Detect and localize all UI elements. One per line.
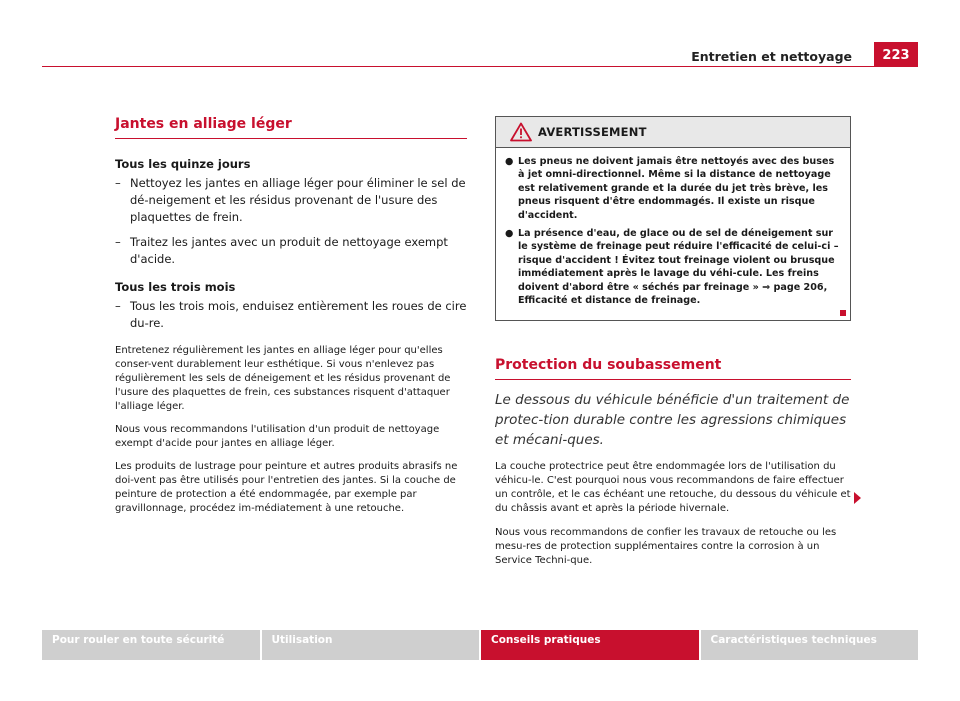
subhead-quinze-jours: Tous les quinze jours <box>115 157 251 171</box>
section-title-jantes: Jantes en alliage léger <box>115 116 467 139</box>
bullet-dot: ● <box>505 156 514 167</box>
dash-bullet: – <box>115 299 121 313</box>
paragraph: Entretenez régulièrement les jantes en alliage léger pour qu'elles conser-vent durablement leur esthétique. Si vous n'enlevez pas régulièrement les sels de déneigement et les résidus provenant de l'usure des plaquettes de frein, ces substances risquent d'attaquer l'alliage léger. <box>115 345 451 412</box>
paragraph: Nous vous recommandons l'utilisation d'un produit de nettoyage exempt d'acide pour jantes en alliage léger. <box>115 424 440 449</box>
list-item-text: Tous les trois mois, enduisez entièrement les roues de cire du-re. <box>130 299 467 330</box>
subhead-trois-mois: Tous les trois mois <box>115 280 236 294</box>
section-title-soubassement: Protection du soubassement <box>495 357 851 380</box>
paragraph: Les produits de lustrage pour peinture et autres produits abrasifs ne doi-vent pas être utilisés pour l'entretien des jantes. Si la couche de peinture de protection a été endommagée, par exemple par gravillonnage, procédez im-médiatement à une retouche. <box>115 461 458 514</box>
page-number: 223 <box>874 42 918 67</box>
list-item-text: Nettoyez les jantes en alliage léger pour éliminer le sel de dé-neigement et les résidus provenant de l'usure des plaquettes de frein. <box>130 176 466 224</box>
warning-triangle-icon <box>510 122 532 142</box>
paragraph: Nous vous recommandons de confier les travaux de retouche ou les mesu-res de protection supplémentaires contre la corrosion à un Service Techni-que. <box>495 527 837 567</box>
warning-item <box>505 155 842 222</box>
list-item <box>115 175 467 226</box>
header-rule <box>42 66 918 67</box>
bullet-dot: ● <box>505 228 514 240</box>
footer-tab-conseils[interactable]: Conseils pratiques <box>481 630 699 660</box>
list-item <box>115 234 467 268</box>
dash-bullet: – <box>115 235 121 249</box>
right-column <box>495 116 851 568</box>
paragraph: La couche protectrice peut être endommagée lors de l'utilisation du véhicu-le. C'est pourquoi nous vous recommandons de faire effectuer un contrôle, et le cas échéant une retouche, du dessous du véhicule et du châssis avant et après la période hivernale. <box>495 461 851 515</box>
dash-bullet: – <box>115 176 121 190</box>
warning-box <box>495 116 851 321</box>
footer-nav <box>42 630 918 660</box>
warning-item <box>505 227 842 307</box>
warning-header <box>496 117 850 148</box>
left-column <box>115 116 467 516</box>
warning-body <box>496 148 850 320</box>
warning-title: AVERTISSEMENT <box>538 125 647 139</box>
continue-arrow-icon <box>854 492 861 504</box>
lead-text: Le dessous du véhicule bénéficie d'un traitement de protec-tion durable contre les agressions chimiques et mécani-ques. <box>495 392 850 449</box>
footer-tab-utilisation[interactable]: Utilisation <box>262 630 480 660</box>
footer-tab-securite[interactable]: Pour rouler en toute sécurité <box>42 630 260 660</box>
warning-item-text: La présence d'eau, de glace ou de sel de déneigement sur le système de freinage peut réduire l'efficacité de celui-ci – risque d'accident ! Évitez tout freinage violent ou brusque immédiatement après le lavage du véhi-cule. Les freins doivent d'abord être « séchés par freinage » ⇒ page 206, Efficacité et distance de freinage. <box>518 228 839 307</box>
warning-item-text: Les pneus ne doivent jamais être nettoyés avec des buses à jet omni-directionnel. Même si la distance de nettoyage est relativement grande et la durée du jet très brève, les pneus risquent d'être endommagés. Il existe un risque d'accident. <box>518 156 835 221</box>
footer-tab-caracteristiques[interactable]: Caractéristiques techniques <box>701 630 919 660</box>
chapter-title: Entretien et nettoyage <box>691 49 852 64</box>
end-square-icon <box>840 310 846 316</box>
section-soubassement <box>495 357 851 568</box>
list-item-text: Traitez les jantes avec un produit de nettoyage exempt d'acide. <box>130 235 448 266</box>
list-item <box>115 298 467 332</box>
